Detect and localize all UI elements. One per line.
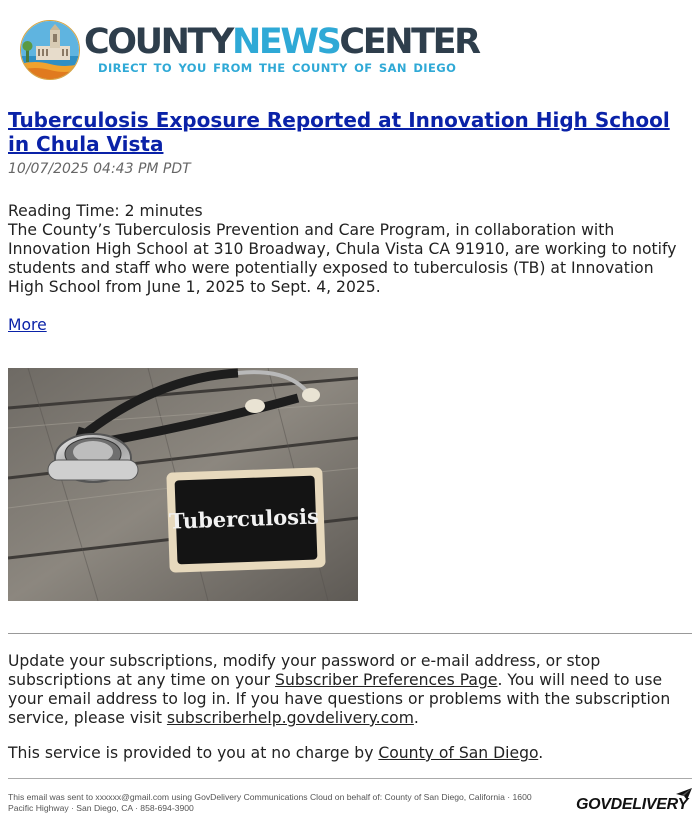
logo-word-center: CENTER [339,22,479,62]
stethoscope-tuberculosis-image [8,368,358,601]
article-title [8,108,688,156]
image-sign-text: Tuberculosis [168,503,320,534]
logo-word-news: NEWS [231,22,340,62]
subscription-text-start: Update your subscriptions, modify your password or e-mail address, or stop subscriptions at any time on your [8,652,601,689]
subscription-text-end: . [413,709,419,727]
article-date: 10/07/2025 04:43 PM PDT [8,161,191,177]
subscriber-help-link[interactable]: subscriberhelp.govdelivery.com [166,709,414,727]
fine-print-divider [8,778,692,779]
service-text-end: . [538,744,544,762]
footer-divider [8,633,692,634]
logo-tagline: DIRECT TO YOU FROM THE COUNTY OF SAN DIEGO [98,61,457,75]
subscriber-preferences-link[interactable]: Subscriber Preferences Page [275,671,498,689]
county-of-san-diego-link[interactable]: County of San Diego [378,744,539,762]
logo-word-county: COUNTY [84,22,232,62]
article-summary: The County’s Tuberculosis Prevention and Care Program, in collaboration with Innovation High School at 310 Broadway, Chula Vista CA 91910, are working to notify students and staff who were potentially exposed to tuberculosis (TB) at Innovation High School from June 1, 2025 to Sept. 4, 2025. [8,221,677,296]
logo-wordmark [84,22,479,62]
service-text-start: This service is provided to you at no charge by [8,744,379,762]
paper-plane-icon [676,788,692,800]
reading-time: Reading Time: 2 minutes [8,202,203,220]
fine-print: This email was sent to xxxxxx@gmail.com using GovDelivery Communications Cloud on behalf of: County of San Diego, California · 1600 Pacific Highway · San Diego, CA · 858-694-3900 [8,792,532,813]
county-news-center-logo[interactable] [20,20,480,82]
subscription-text-middle: . You will need to use your email address to log in. If you have questions or problems with the subscription service, please visit [8,671,671,727]
article-photo[interactable] [8,368,358,601]
govdelivery-logo[interactable]: GOVDELIVERY [576,796,688,813]
county-building-logo-icon [20,20,80,80]
article-title-link[interactable]: Tuberculosis Exposure Reported at Innovation High School in Chula Vista [8,108,670,156]
more-link[interactable]: More [8,316,47,334]
service-notice [8,744,692,763]
subscription-notice [8,652,692,728]
